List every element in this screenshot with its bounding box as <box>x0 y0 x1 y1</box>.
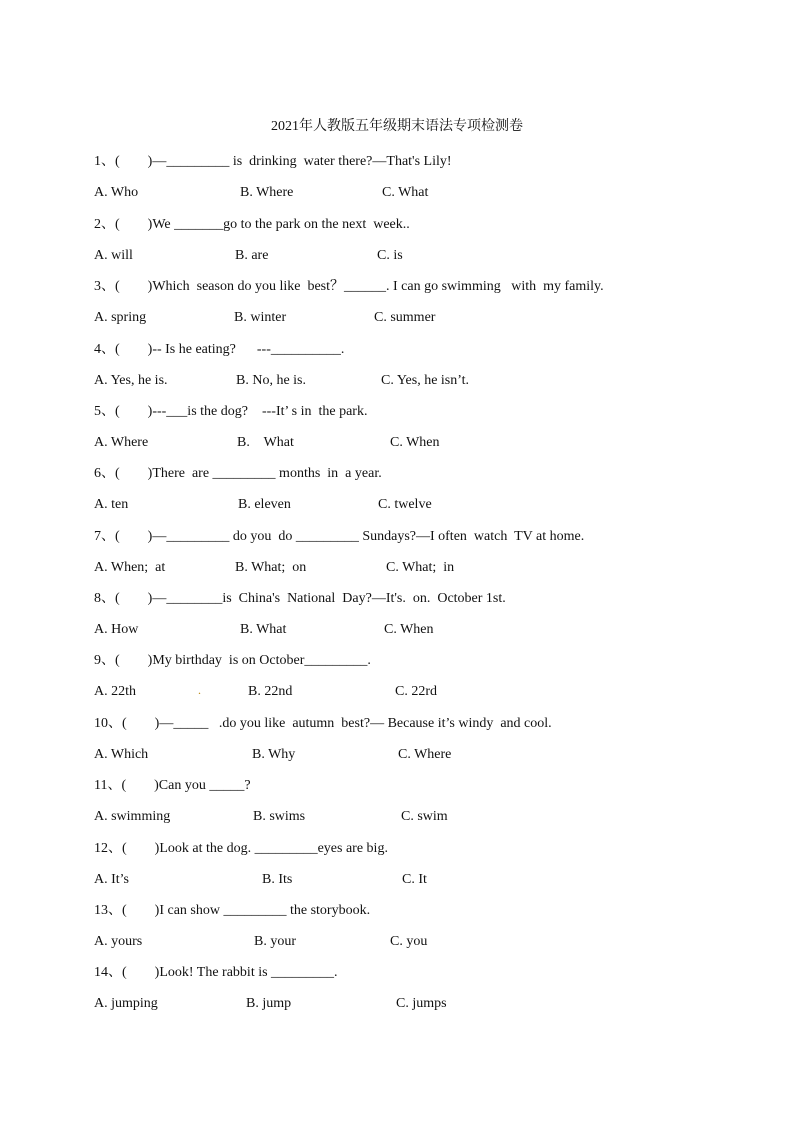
option-c[interactable]: C. is <box>377 248 403 263</box>
question-stem: 13、( )I can show _________ the storybook. <box>94 903 371 918</box>
question-stem: 2、( )We _______go to the park on the next week.. <box>94 217 410 232</box>
option-b[interactable]: B. No, he is. <box>236 373 306 388</box>
option-a[interactable]: A. It’s <box>94 872 129 887</box>
option-a[interactable]: A. yours <box>94 934 143 949</box>
options-row <box>94 871 694 889</box>
question-stem: 8、( )—________is China's National Day?—It's. on. October 1st. <box>94 591 506 606</box>
option-a[interactable]: A. Who <box>94 185 139 200</box>
question-stem: 5、( )---___is the dog? ---It’ s in the park. <box>94 404 368 419</box>
question-stem: 9、( )My birthday is on October_________. <box>94 653 371 668</box>
option-b[interactable]: B. What <box>240 622 287 637</box>
page-title: 2021年人教版五年级期末语法专项检测卷 <box>271 119 523 134</box>
option-a[interactable]: A. When; at <box>94 560 166 575</box>
question-stem: 14、( )Look! The rabbit is _________. <box>94 965 338 980</box>
option-b[interactable]: B. jump <box>246 996 292 1011</box>
option-a[interactable]: A. jumping <box>94 996 158 1011</box>
options-row <box>94 683 694 701</box>
option-b[interactable]: B. What; on <box>235 560 307 575</box>
option-a[interactable]: A. swimming <box>94 809 171 824</box>
option-a[interactable]: A. Yes, he is. <box>94 373 168 388</box>
option-c[interactable]: C. Yes, he isn’t. <box>381 373 470 388</box>
option-b[interactable]: B. Why <box>252 747 296 762</box>
options-row <box>94 496 694 514</box>
options-row <box>94 247 694 265</box>
option-c[interactable]: C. twelve <box>378 497 432 512</box>
options-row <box>94 995 694 1013</box>
options-row <box>94 808 694 826</box>
option-b[interactable]: B. swims <box>253 809 306 824</box>
option-b[interactable]: B. your <box>254 934 296 949</box>
option-c[interactable]: C. It <box>402 872 427 887</box>
option-c[interactable]: C. When <box>384 622 434 637</box>
stray-mark: . <box>198 683 201 697</box>
option-a[interactable]: A. ten <box>94 497 129 512</box>
option-b[interactable]: B. Its <box>262 872 293 887</box>
option-c[interactable]: C. you <box>390 934 428 949</box>
question-stem: 4、( )-- Is he eating? ---__________. <box>94 342 345 357</box>
option-b[interactable]: B. are <box>235 248 269 263</box>
option-a[interactable]: A. will <box>94 248 133 263</box>
option-c[interactable]: C. jumps <box>396 996 447 1011</box>
option-b[interactable]: B. 22nd <box>248 684 293 699</box>
option-c[interactable]: C. What <box>382 185 429 200</box>
option-a[interactable]: A. Which <box>94 747 149 762</box>
question-stem: 12、( )Look at the dog. _________eyes are big. <box>94 841 388 856</box>
option-a[interactable]: A. spring <box>94 310 147 325</box>
question-stem: 10、( )—_____ .do you like autumn best?— Because it’s windy and cool. <box>94 716 552 731</box>
option-a[interactable]: A. 22th <box>94 684 136 699</box>
option-c[interactable]: C. What; in <box>386 560 455 575</box>
option-b[interactable]: B. winter <box>234 310 287 325</box>
option-b[interactable]: B. Where <box>240 185 294 200</box>
question-stem: 11、( )Can you _____? <box>94 778 251 793</box>
option-a[interactable]: A. Where <box>94 435 149 450</box>
options-row <box>94 184 694 202</box>
option-c[interactable]: C. When <box>390 435 440 450</box>
option-c[interactable]: C. 22rd <box>395 684 437 699</box>
options-row <box>94 372 694 390</box>
options-row <box>94 621 694 639</box>
question-stem: 6、( )There are _________ months in a year. <box>94 466 382 481</box>
question-stem: 1、( )—_________ is drinking water there?—That's Lily! <box>94 154 452 169</box>
options-row <box>94 746 694 764</box>
options-row <box>94 434 694 452</box>
question-stem: 3、( )Which season do you like best？______. I can go swimming with my family. <box>94 279 604 294</box>
option-b[interactable]: B. eleven <box>238 497 291 512</box>
options-row <box>94 309 694 327</box>
option-b[interactable]: B. What <box>237 435 294 450</box>
option-c[interactable]: C. summer <box>374 310 436 325</box>
option-a[interactable]: A. How <box>94 622 139 637</box>
option-c[interactable]: C. swim <box>401 809 448 824</box>
question-stem: 7、( )—_________ do you do _________ Sundays?—I often watch TV at home. <box>94 529 585 544</box>
options-row <box>94 559 694 577</box>
option-c[interactable]: C. Where <box>398 747 452 762</box>
options-row <box>94 933 694 951</box>
